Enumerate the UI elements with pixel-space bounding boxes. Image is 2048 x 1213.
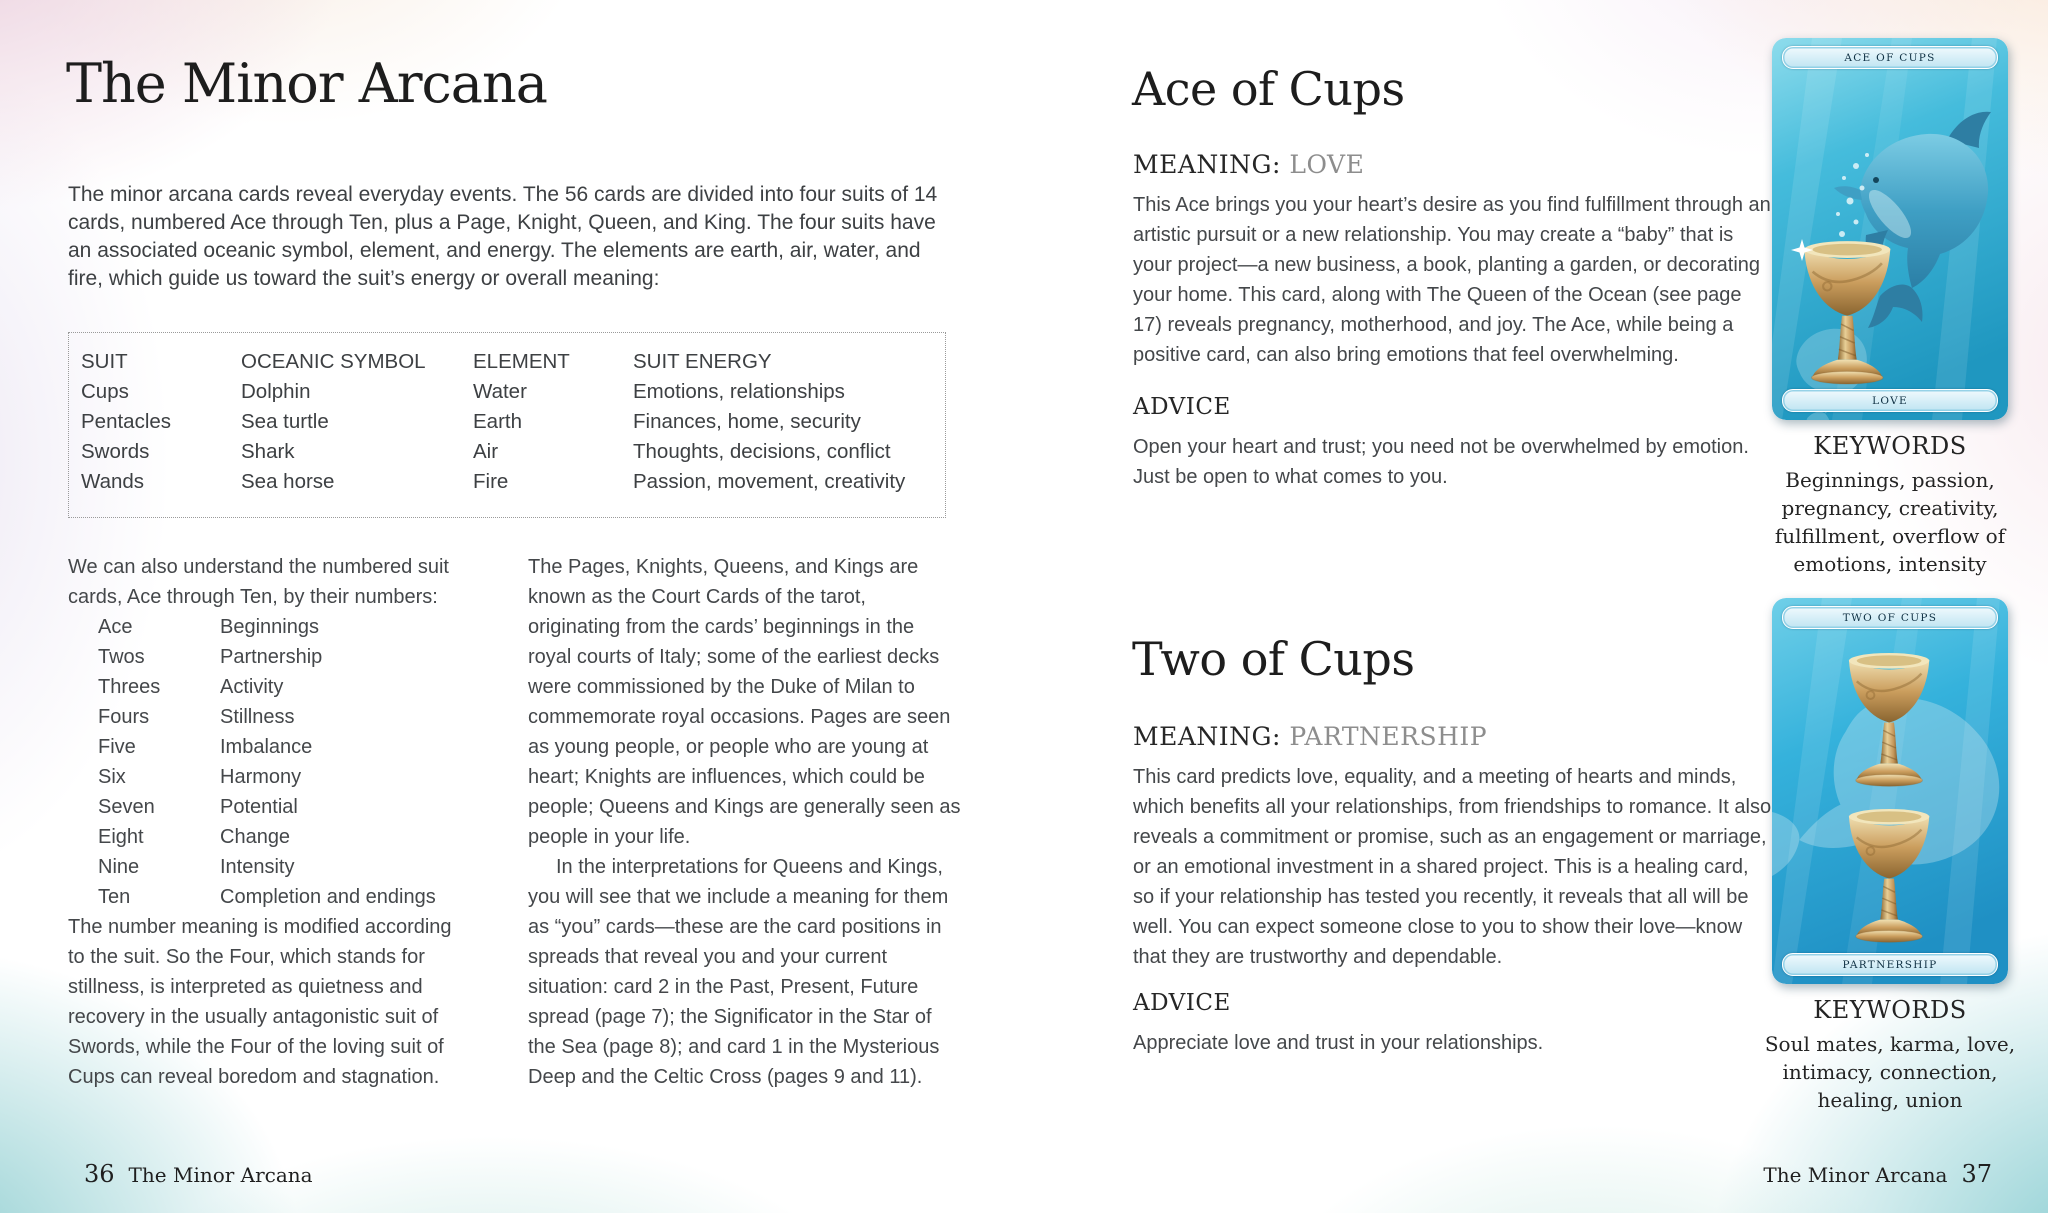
page-title: The Minor Arcana <box>66 52 547 115</box>
number-meaning: Activity <box>220 676 284 698</box>
number-label: Eight <box>98 826 144 848</box>
ace-of-cups-card <box>1772 38 2008 420</box>
table-cell: Dolphin <box>241 380 311 403</box>
keywords-text: Beginnings, passion, pregnancy, creativity, fulfillment, overflow of emotions, intensity <box>1774 468 2006 576</box>
table-cell: Sea horse <box>241 470 335 493</box>
keywords-heading: KEYWORDS <box>1813 432 1967 460</box>
meaning-value: PARTNERSHIP <box>1289 722 1488 751</box>
page-number: 36 <box>84 1160 115 1188</box>
table-row <box>81 377 945 407</box>
table-cell: Fire <box>473 470 509 493</box>
table-cell: Wands <box>81 470 145 493</box>
table-cell: Cups <box>81 380 129 403</box>
table-cell: Air <box>473 440 499 463</box>
meaning-line <box>1133 150 1364 179</box>
table-cell: Water <box>473 380 527 403</box>
card-title-banner-text: ACE OF CUPS <box>1844 51 1936 64</box>
section-title-ace-of-cups: Ace of Cups <box>1132 62 1405 116</box>
table-row <box>81 467 945 497</box>
advice-heading: ADVICE <box>1133 394 1231 420</box>
court-paragraph: In the interpretations for Queens and Kings, you will see that we include a meaning for them as “you” cards—these are the card positions in spreads that reveal you and your current situation: card 2 in the Past, Present, Future spread (page 7); the Significator in the Star of the Sea (page 8); and card 1 in the Mysterious Deep and the Celtic Cross (pages 9 and 11). <box>528 856 949 1088</box>
table-header-cell: OCEANIC SYMBOL <box>241 350 426 373</box>
meaning-label: MEANING: <box>1133 722 1281 751</box>
number-label: Seven <box>98 796 155 818</box>
chapter-title: The Minor Arcana <box>128 1163 313 1187</box>
number-meaning: Partnership <box>220 646 323 668</box>
page-number: 37 <box>1961 1160 1992 1188</box>
number-meaning: Intensity <box>220 856 295 878</box>
card-meaning-banner-text: PARTNERSHIP <box>1842 958 1938 971</box>
number-label: Twos <box>98 646 145 668</box>
card-meaning-banner <box>1782 389 1998 412</box>
number-meaning: Completion and endings <box>220 886 436 908</box>
advice-text: Appreciate love and trust in your relationships. <box>1133 1032 1544 1054</box>
card-meaning-banner <box>1782 953 1998 976</box>
number-label: Threes <box>98 676 161 698</box>
table-cell: Passion, movement, creativity <box>633 470 906 493</box>
two-of-cups-card <box>1772 598 2008 984</box>
number-label: Ace <box>98 616 133 638</box>
keywords-heading: KEYWORDS <box>1813 996 1967 1024</box>
card-description: This Ace brings you your heart’s desire as you find fulfillment through an artistic pursuit or a new relationship. You may create a “baby” that is your project—a new business, a book, planting a garden, or decorating your home. This card, along with The Queen of the Ocean (see page 17) reveals pregnancy, motherhood, and joy. The Ace, while being a positive card, can also bring emotions that feel overwhelming. <box>1133 194 1771 366</box>
section-title-two-of-cups: Two of Cups <box>1132 632 1415 686</box>
table-header-cell: SUIT <box>81 350 128 373</box>
number-meaning: Change <box>220 826 291 848</box>
table-cell: Finances, home, security <box>633 410 861 433</box>
table-cell: Swords <box>81 440 150 463</box>
number-label: Fours <box>98 706 150 728</box>
numbers-column <box>68 552 470 1092</box>
intro-paragraph: The minor arcana cards reveal everyday events. The 56 cards are divided into four suits of 14 cards, numbered Ace through Ten, plus a Page, Knight, Queen, and King. The four suits have an associated oceanic symbol, element, and energy. The elements are earth, air, water, and fire, which guide us toward the suit’s energy or overall meaning: <box>68 183 938 290</box>
table-cell: Shark <box>241 440 295 463</box>
number-meaning: Harmony <box>220 766 302 788</box>
number-meaning: Imbalance <box>220 736 313 758</box>
ace-of-cups-card-image <box>1772 38 2008 420</box>
advice-text: Open your heart and trust; you need not be overwhelmed by emotion. Just be open to what comes to you. <box>1133 436 1749 488</box>
table-cell: Pentacles <box>81 410 172 433</box>
number-label: Five <box>98 736 136 758</box>
number-label: Six <box>98 766 126 788</box>
number-meanings-list <box>98 612 470 912</box>
meaning-value: LOVE <box>1289 150 1365 179</box>
numbers-intro: We can also understand the numbered suit cards, Ace through Ten, by their numbers: <box>68 556 449 608</box>
court-cards-column <box>528 552 962 1092</box>
right-page-footer <box>1600 1160 1992 1188</box>
advice-heading: ADVICE <box>1133 990 1231 1016</box>
number-meaning: Beginnings <box>220 616 319 638</box>
table-cell: Sea turtle <box>241 410 329 433</box>
court-paragraph: The Pages, Knights, Queens, and Kings are known as the Court Cards of the tarot, originating from the cards’ beginnings in the royal courts of Italy; some of the earliest decks were commissioned by the Duke of Milan to commemorate royal occasions. Pages are seen as young people, or people who are young at heart; Knights are influences, which could be people; Queens and Kings are generally seen as people in your life. <box>528 556 961 848</box>
table-cell: Emotions, relationships <box>633 380 845 403</box>
number-meaning: Stillness <box>220 706 295 728</box>
card-meaning-banner-text: LOVE <box>1872 394 1908 407</box>
number-label: Ten <box>98 886 131 908</box>
left-page-footer <box>84 1160 313 1188</box>
table-cell: Earth <box>473 410 522 433</box>
suit-table <box>68 332 946 518</box>
table-row <box>81 437 945 467</box>
suit-table-header-row <box>81 347 945 377</box>
meaning-label: MEANING: <box>1133 150 1281 179</box>
table-row <box>81 407 945 437</box>
chapter-title: The Minor Arcana <box>1763 1163 1948 1187</box>
keywords-block <box>1742 996 2038 1114</box>
table-header-cell: SUIT ENERGY <box>633 350 772 373</box>
numbers-outro: The number meaning is modified according to the suit. So the Four, which stands for stillness, is interpreted as quietness and recovery in the usually antagonistic suit of Swords, while the Four of the loving suit of Cups can reveal boredom and stagnation. <box>68 916 452 1088</box>
table-cell: Thoughts, decisions, conflict <box>633 440 891 463</box>
card-title-banner <box>1782 46 1998 69</box>
keywords-block <box>1758 432 2022 578</box>
number-label: Nine <box>98 856 140 878</box>
card-title-banner-text: TWO OF CUPS <box>1842 611 1938 624</box>
keywords-text: Soul mates, karma, love, intimacy, connection, healing, union <box>1764 1032 2016 1112</box>
meaning-line <box>1133 722 1487 751</box>
number-meaning: Potential <box>220 796 298 818</box>
card-title-banner <box>1782 606 1998 629</box>
two-of-cups-card-image <box>1772 598 2008 984</box>
card-description: This card predicts love, equality, and a meeting of hearts and minds, which benefits all your relationships, from friendships to romance. It also reveals a commitment or promise, such as an engagement or marriage, or an emotional investment in a shared project. This is a healing card, so if your relationship has tested you recently, it reveals that all will be well. You can expect someone close to you to show their love—know that they are trustworthy and dependable. <box>1133 766 1772 968</box>
table-header-cell: ELEMENT <box>473 350 570 373</box>
